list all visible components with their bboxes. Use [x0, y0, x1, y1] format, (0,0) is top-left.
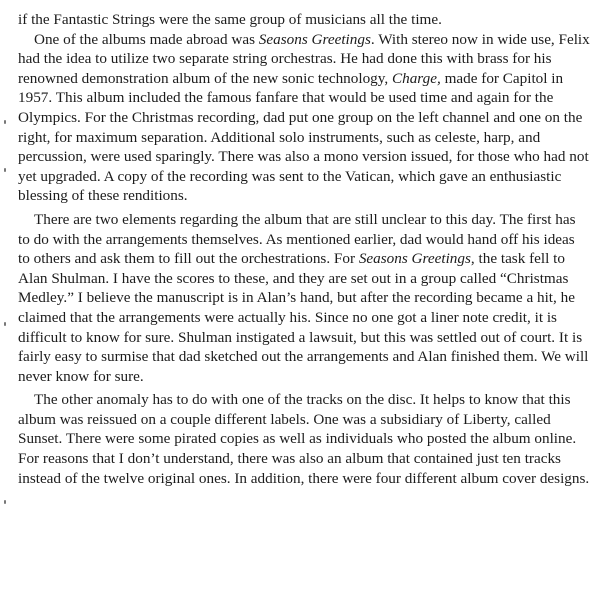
text-segment: There are two elements regarding the album that are still unclear to this day. The first has to do with the arrangements themselves. As mentioned earlier, dad would hand off his ideas to others and ask them to fill out the orchestrations. For — [18, 210, 576, 268]
album-title-italic: Seasons Greetings — [358, 250, 471, 268]
text-segment: made for Capitol in 1957. This album included the famous fanfare that would be used time and again for the Olympics. For the Christmas recording, dad put one group on the left channel and one on the right, for maximum separation. Additional solo instruments, such as celeste, harp, and percussion, were used sparingly. There was also a mono version issued, for those who had not yet upgraded. A copy of the recording was sent to the Vatican, which gave an enthusiastic blessing of these renditions. — [18, 69, 589, 205]
text-segment: The other anomaly has to do with one of the tracks on the disc. It helps to know that this album was reissued on a couple different labels. One was a subsidiary of Liberty, called Sunset. There were some pirated copies as well as individuals who posted the album online. For reasons that I don’t understand, there was also an album that contained just ten tracks instead of the twelve original ones. In addition, there were four different album cover designs. — [18, 391, 590, 487]
album-title-italic: Seasons Greetings — [258, 30, 371, 48]
paragraph-2 — [18, 30, 590, 206]
text-segment: if the Fantastic Strings were the same group of musicians all the time. — [18, 11, 442, 28]
paragraph-1 — [18, 10, 590, 30]
paragraph-3 — [18, 210, 590, 386]
album-title-italic: Charge, — [391, 69, 441, 87]
scan-mark — [4, 500, 6, 504]
text-segment: , the task fell to Alan Shulman. I have the scores to these, and they are set out in a group called “Christmas Medley.” I believe the manuscript is in Alan’s hand, but after the recording became a hit, he claimed that the arrangements were actually his. Since no one got a liner note credit, it is difficult to know for sure. Shulman instigated a lawsuit, but this was settled out of court. It is fairly easy to surmise that dad sketched out the arrangements and Alan finished them. We will never know for sure. — [18, 250, 589, 385]
scan-mark — [4, 168, 6, 172]
scan-mark — [4, 120, 6, 124]
paragraph-4 — [18, 390, 590, 488]
scan-mark — [4, 322, 6, 326]
text-segment: One of the albums made abroad was — [34, 30, 259, 48]
text-segment: . With stereo now in wide use, Felix had the idea to utilize two separate string orchestras. He had done this with brass for his renowned demonstration album of the new sonic technology, — [18, 30, 590, 87]
